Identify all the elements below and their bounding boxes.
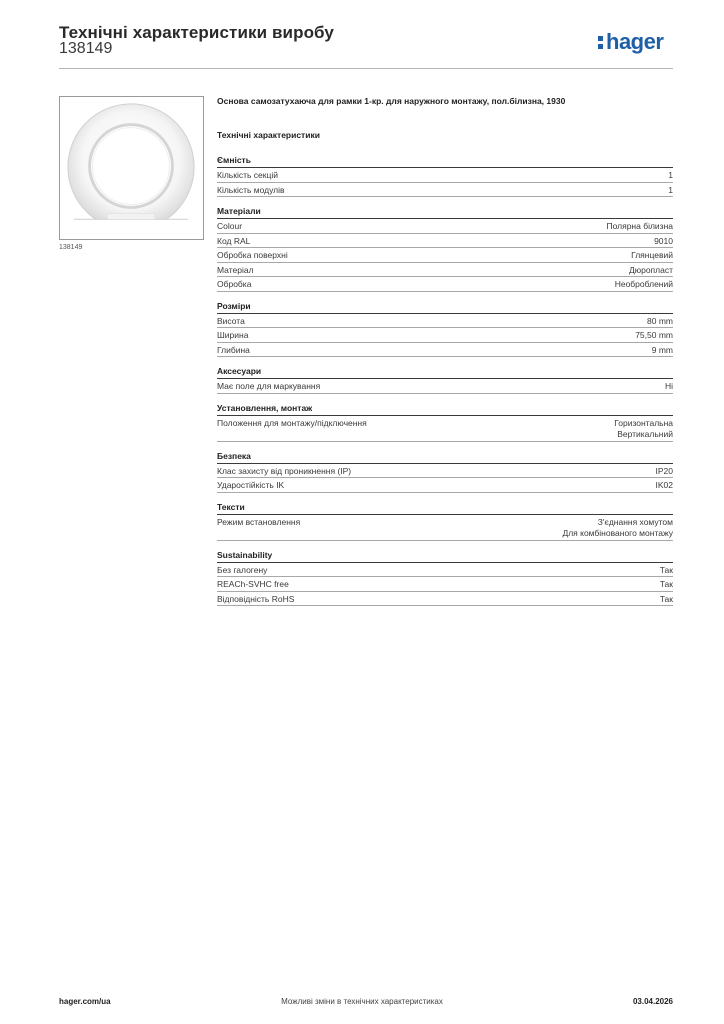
spec-row (217, 464, 673, 479)
spec-label: Код RAL (217, 235, 251, 246)
spec-row (217, 277, 673, 292)
spec-value-line: Ні (664, 381, 673, 391)
product-code: 138149 (59, 40, 113, 57)
spec-value-line: З'єднання хомутом (597, 516, 673, 527)
spec-value-line: 80 mm (647, 315, 673, 326)
spec-row (217, 416, 673, 442)
section-title: Розміри (217, 301, 673, 314)
spec-value-line: Полярна білизна (606, 221, 673, 231)
spec-label: Ударостійкість IK (217, 480, 285, 490)
spec-label: Клас захисту від проникнення (IP) (217, 465, 352, 476)
spec-label: Кількість секцій (217, 170, 278, 180)
section-title: Sustainability (217, 550, 673, 563)
spec-value-line: IP20 (655, 465, 673, 476)
spec-value (668, 185, 673, 197)
logo-text: hager (606, 29, 664, 54)
spec-value (562, 517, 673, 540)
spec-value-line: Глянцевий (631, 250, 673, 260)
spec-value (654, 236, 673, 248)
product-description: Основа самозатухаюча для рамки 1-кр. для наружного монтажу, пол.білизна, 1930 (217, 96, 566, 106)
spec-row (217, 343, 673, 358)
spec-value-line: Дюропласт (628, 264, 673, 275)
spec-value (615, 279, 673, 291)
spec-value (629, 265, 673, 277)
spec-label: Кількість модулів (217, 184, 285, 195)
section-title: Безпека (217, 451, 673, 464)
spec-label: Без галогену (217, 564, 268, 575)
spec-value-line: 75,50 mm (635, 330, 673, 340)
spec-value (668, 170, 673, 182)
spec-label: REACh-SVHC free (217, 579, 289, 589)
spec-label: Матеріал (217, 264, 254, 275)
spec-row (217, 577, 673, 592)
footer-date: 03.04.2026 (632, 997, 673, 1006)
spec-value (660, 565, 673, 577)
spec-row (217, 563, 673, 578)
section-title: Ємність (217, 155, 673, 168)
spec-label: Обробка поверхні (217, 250, 288, 260)
header-divider (59, 68, 673, 69)
spec-row (217, 592, 673, 607)
section-title: Матеріали (217, 206, 673, 219)
section-title: Установлення, монтаж (217, 403, 673, 416)
spec-value-line: 9 mm (651, 344, 673, 355)
spec-value (665, 381, 673, 393)
spec-label: Має поле для маркування (217, 381, 321, 391)
spec-value-line: Горизонтальна (614, 417, 673, 428)
spec-value-line: 1 (668, 184, 673, 195)
spec-value-line: IK02 (655, 480, 673, 490)
product-image (59, 96, 204, 240)
spec-value (606, 221, 673, 233)
spec-row (217, 263, 673, 278)
section-title: Тексти (217, 502, 673, 515)
spec-value (652, 345, 673, 357)
spec-value (656, 480, 674, 492)
spec-heading: Технічні характеристики (217, 130, 320, 140)
spec-row (217, 168, 673, 183)
spec-value (614, 418, 673, 441)
spec-value-line: 9010 (654, 235, 673, 246)
spec-value (631, 250, 673, 262)
spec-value-line: 1 (668, 170, 673, 180)
spec-row (217, 234, 673, 249)
spec-value (635, 330, 673, 342)
spec-value (660, 594, 673, 606)
round-frame-base-image (60, 97, 203, 239)
spec-row (217, 183, 673, 198)
document-title: Технічні характеристики виробу (59, 23, 334, 42)
spec-content (217, 96, 673, 606)
spec-value-line: Так (659, 593, 673, 604)
spec-row (217, 478, 673, 493)
spec-label: Режим встановлення (217, 516, 301, 527)
spec-row (217, 314, 673, 329)
spec-value-line: Так (659, 564, 673, 575)
spec-label: Положення для монтажу/підключення (217, 417, 367, 428)
spec-label: Висота (217, 315, 245, 326)
spec-label: Обробка (217, 279, 252, 289)
spec-label: Colour (217, 221, 243, 231)
footer-notice: Можливі зміни в технічних характеристиках (281, 997, 443, 1006)
spec-row (217, 328, 673, 343)
spec-value-line: Необроблений (614, 279, 673, 289)
hager-logo (598, 29, 663, 55)
spec-row (217, 379, 673, 394)
spec-row (217, 515, 673, 541)
spec-value (656, 466, 674, 478)
spec-sections (217, 155, 673, 606)
spec-row (217, 219, 673, 234)
footer-website[interactable]: hager.com/ua (59, 997, 111, 1006)
image-caption: 138149 (59, 244, 83, 251)
spec-label: Глибина (217, 344, 250, 355)
spec-value-line: Для комбінованого монтажу (562, 528, 673, 538)
spec-row (217, 248, 673, 263)
spec-value (660, 579, 673, 591)
spec-value-line: Так (659, 579, 673, 589)
spec-label: Відповідність RoHS (217, 593, 295, 604)
spec-value (647, 316, 673, 328)
section-title: Аксесуари (217, 366, 673, 379)
spec-label: Ширина (217, 330, 249, 340)
logo-dots-icon (598, 34, 604, 50)
spec-value-line: Вертикальний (617, 429, 673, 439)
